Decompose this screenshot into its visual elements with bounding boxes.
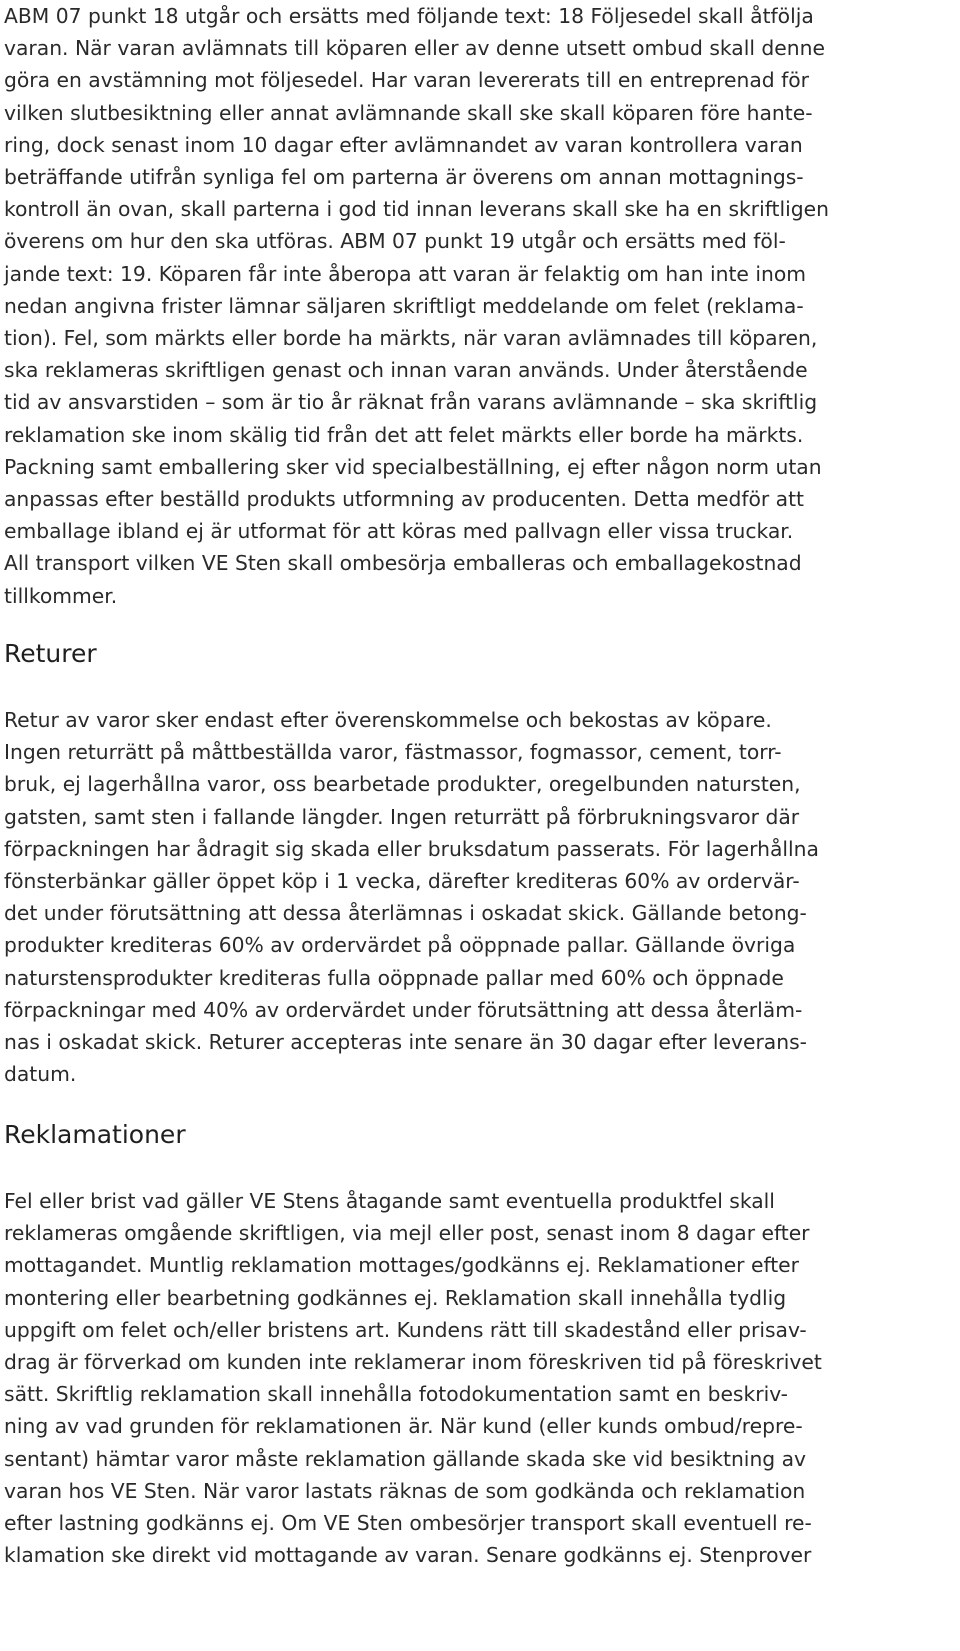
text-line: sentant) hämtar varor måste reklamation gällande skada ske vid besiktning av	[4, 1446, 807, 1471]
text-line: kontroll än ovan, skall parterna i god tid innan leverans skall ske ha en skriftligen	[4, 197, 829, 222]
text-line: Ingen returrätt på måttbeställda varor, fästmassor, fogmassor, cement, torr-	[4, 740, 782, 765]
text-line: efter lastning godkänns ej. Om VE Sten ombesörjer transport skall eventuell re-	[4, 1511, 812, 1536]
text-line: förpackningen har ådragit sig skada eller bruksdatum passerats. För lagerhållna	[4, 836, 819, 861]
text-line: reklameras omgående skriftligen, via mejl eller post, senast inom 8 dagar efter	[4, 1221, 810, 1246]
text-line: nas i oskadat skick. Returer accepteras inte senare än 30 dagar efter leverans-	[4, 1030, 807, 1055]
text-line: klamation ske direkt vid mottagande av varan. Senare godkänns ej. Stenprover	[4, 1543, 812, 1568]
text-line: förpackningar med 40% av ordervärdet under förutsättning att dessa återläm-	[4, 997, 803, 1022]
paragraph-reklamationer	[4, 1185, 822, 1571]
text-line: mottagandet. Muntlig reklamation mottages/godkänns ej. Reklamationer efter	[4, 1253, 799, 1278]
text-line: montering eller bearbetning godkännes ej. Reklamation skall innehålla tydlig	[4, 1285, 787, 1310]
text-line: emballage ibland ej är utformat för att köras med pallvagn eller vissa truckar.	[4, 519, 794, 544]
text-line: Packning samt emballering sker vid specialbeställning, ej efter någon norm utan	[4, 454, 822, 479]
text-line: naturstensprodukter krediteras fulla oöppnade pallar med 60% och öppnade	[4, 965, 784, 990]
text-line: Fel eller brist vad gäller VE Stens åtagande samt eventuella produktfel skall	[4, 1189, 775, 1213]
text-line: det under förutsättning att dessa återlämnas i oskadat skick. Gällande betong-	[4, 901, 807, 926]
text-line: ABM 07 punkt 18 utgår och ersätts med följande text: 18 Följesedel skall åtfölja	[4, 4, 814, 28]
section-heading-reklamationer: Reklamationer	[4, 1120, 186, 1149]
text-line: reklamation ske inom skälig tid från det att felet märkts eller borde ha märkts.	[4, 422, 804, 447]
text-line: anpassas efter beställd produkts utformning av producenten. Detta medför att	[4, 487, 804, 512]
text-line: göra en avstämning mot följesedel. Har varan levererats till en entreprenad för	[4, 68, 809, 93]
text-line: ning av vad grunden för reklamationen är. När kund (eller kunds ombud/repre-	[4, 1414, 803, 1439]
text-line: produkter krediteras 60% av ordervärdet på oöppnade pallar. Gällande övriga	[4, 933, 796, 958]
text-line: tillkommer.	[4, 583, 118, 608]
text-line: nedan angivna frister lämnar säljaren skriftligt meddelande om felet (reklama-	[4, 293, 804, 318]
text-line: vilken slutbesiktning eller annat avlämnande skall ske skall köparen före hante-	[4, 100, 813, 125]
text-line: fönsterbänkar gäller öppet köp i 1 vecka, därefter krediteras 60% av ordervär-	[4, 869, 800, 894]
text-line: uppgift om felet och/eller bristens art. Kundens rätt till skadestånd eller prisav-	[4, 1317, 807, 1342]
text-line: datum.	[4, 1062, 77, 1087]
text-line: gatsten, samt sten i fallande längder. Ingen returrätt på förbrukningsvaror där	[4, 804, 800, 829]
text-line: ska reklameras skriftligen genast och innan varan används. Under återstående	[4, 358, 808, 383]
text-line: sätt. Skriftlig reklamation skall innehålla fotodokumentation samt en beskriv-	[4, 1382, 788, 1407]
text-line: beträffande utifrån synliga fel om parterna är överens om annan mottagnings-	[4, 165, 804, 190]
section-heading-returer: Returer	[4, 639, 97, 668]
text-line: bruk, ej lagerhållna varor, oss bearbetade produkter, oregelbunden natursten,	[4, 772, 801, 797]
text-line: tion). Fel, som märkts eller borde ha märkts, när varan avlämnades till köparen,	[4, 326, 818, 351]
text-line: överens om hur den ska utföras. ABM 07 punkt 19 utgår och ersätts med föl-	[4, 229, 786, 254]
text-line: All transport vilken VE Sten skall ombesörja emballeras och emballagekostnad	[4, 551, 802, 576]
text-line: ring, dock senast inom 10 dagar efter avlämnandet av varan kontrollera varan	[4, 132, 803, 157]
text-line: drag är förverkad om kunden inte reklamerar inom föreskriven tid på föreskrivet	[4, 1350, 822, 1375]
document-page	[4, 0, 912, 1568]
text-line: varan hos VE Sten. När varor lastats räknas de som godkända och reklamation	[4, 1478, 806, 1503]
paragraph-leverans	[4, 0, 912, 612]
text-line: varan. När varan avlämnats till köparen eller av denne utsett ombud skall denne	[4, 36, 825, 61]
text-line: jande text: 19. Köparen får inte åberopa att varan är felaktig om han inte inom	[4, 261, 806, 286]
paragraph-returer	[4, 704, 819, 1090]
text-line: tid av ansvarstiden – som är tio år räknat från varans avlämnande – ska skriftlig	[4, 390, 818, 415]
text-line: Retur av varor sker endast efter överenskommelse och bekostas av köpare.	[4, 708, 772, 732]
